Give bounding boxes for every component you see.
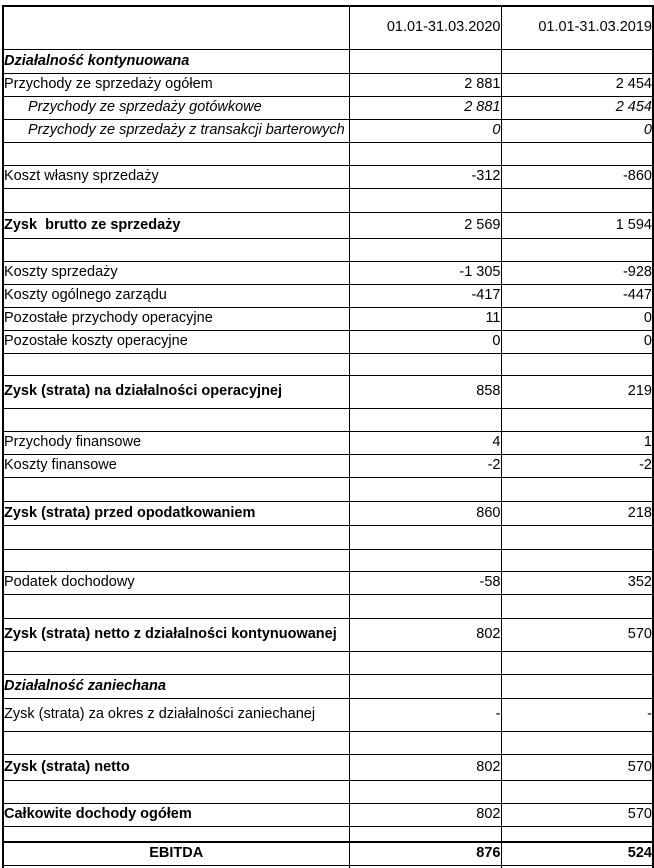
- table-row: [3, 49, 653, 73]
- income-statement-page: [2, 5, 654, 868]
- value-2020: [349, 408, 501, 431]
- value-2020: 4: [349, 431, 501, 454]
- table-row: [3, 525, 653, 549]
- value-2019: 570: [501, 754, 653, 780]
- value-2020: [349, 826, 501, 842]
- value-2019: [501, 549, 653, 571]
- row-label: [3, 238, 349, 261]
- row-label: Zysk (strata) za okres z działalności zaniechanej: [3, 698, 349, 731]
- row-label: Przychody finansowe: [3, 431, 349, 454]
- value-2019: [501, 651, 653, 674]
- table-row: [3, 477, 653, 501]
- value-2020: 802: [349, 754, 501, 780]
- value-2020: 2 569: [349, 212, 501, 238]
- value-2020: [349, 594, 501, 618]
- value-2019: 0: [501, 119, 653, 142]
- table-row: [3, 549, 653, 571]
- row-label: Pozostałe koszty operacyjne: [3, 330, 349, 353]
- table-row: [3, 119, 653, 142]
- row-label: EBITDA: [3, 842, 349, 865]
- value-2019: 0: [501, 330, 653, 353]
- value-2019: [501, 49, 653, 73]
- row-label: [3, 651, 349, 674]
- value-2020: [349, 549, 501, 571]
- value-2019: 524: [501, 842, 653, 865]
- row-label: [3, 408, 349, 431]
- row-label: [3, 780, 349, 803]
- value-2020: [349, 525, 501, 549]
- value-2019: [501, 780, 653, 803]
- table-row: [3, 674, 653, 698]
- table-row: [3, 651, 653, 674]
- income-statement-table: [2, 5, 654, 868]
- value-2020: -58: [349, 571, 501, 594]
- table-row: [3, 431, 653, 454]
- table-row: [3, 731, 653, 754]
- table-row: [3, 284, 653, 307]
- value-2019: -: [501, 698, 653, 731]
- value-2019: -447: [501, 284, 653, 307]
- row-label: Zysk (strata) netto z działalności kontynuowanej: [3, 618, 349, 651]
- row-label: Działalność kontynuowana: [3, 49, 349, 73]
- value-2019: -2: [501, 454, 653, 477]
- table-row: [3, 594, 653, 618]
- value-2020: -417: [349, 284, 501, 307]
- value-2019: [501, 731, 653, 754]
- table-row: [3, 803, 653, 826]
- table-row: [3, 571, 653, 594]
- row-label: Podatek dochodowy: [3, 571, 349, 594]
- row-label: Całkowite dochody ogółem: [3, 803, 349, 826]
- value-2020: -2: [349, 454, 501, 477]
- table-row: [3, 188, 653, 212]
- row-label: Pozostałe przychody operacyjne: [3, 307, 349, 330]
- table-row: [3, 212, 653, 238]
- value-2019: 2 454: [501, 73, 653, 96]
- value-2020: [349, 188, 501, 212]
- value-2020: 860: [349, 501, 501, 525]
- table-row: [3, 142, 653, 165]
- row-label: Koszty sprzedaży: [3, 261, 349, 284]
- row-label: [3, 826, 349, 842]
- value-2019: [501, 188, 653, 212]
- value-2019: 1 594: [501, 212, 653, 238]
- value-2020: 858: [349, 375, 501, 408]
- table-row: [3, 96, 653, 119]
- value-2019: [501, 408, 653, 431]
- value-2020: -: [349, 698, 501, 731]
- value-2019: 219: [501, 375, 653, 408]
- value-2019: [501, 142, 653, 165]
- value-2020: [349, 238, 501, 261]
- table-row: [3, 307, 653, 330]
- table-row: [3, 73, 653, 96]
- row-label: [3, 353, 349, 375]
- value-2020: 802: [349, 618, 501, 651]
- row-label: Koszty ogólnego zarządu: [3, 284, 349, 307]
- table-row: [3, 375, 653, 408]
- value-2020: [349, 731, 501, 754]
- value-2020: 876: [349, 842, 501, 865]
- value-2019: 570: [501, 803, 653, 826]
- col-header-period-2019: 01.01-31.03.2019: [501, 6, 653, 49]
- row-label: Działalność zaniechana: [3, 674, 349, 698]
- row-label: Zysk (strata) na działalności operacyjnej: [3, 375, 349, 408]
- row-label: [3, 142, 349, 165]
- row-label: Koszty finansowe: [3, 454, 349, 477]
- value-2020: [349, 477, 501, 501]
- value-2019: 570: [501, 618, 653, 651]
- table-row: [3, 698, 653, 731]
- value-2019: [501, 477, 653, 501]
- header-row: [3, 6, 653, 49]
- value-2019: [501, 826, 653, 842]
- value-2020: 11: [349, 307, 501, 330]
- value-2020: [349, 651, 501, 674]
- row-label: Zysk (strata) przed opodatkowaniem: [3, 501, 349, 525]
- table-row: [3, 330, 653, 353]
- row-label: [3, 549, 349, 571]
- value-2019: 0: [501, 307, 653, 330]
- value-2020: [349, 353, 501, 375]
- row-label: [3, 188, 349, 212]
- value-2019: 1: [501, 431, 653, 454]
- value-2020: -312: [349, 165, 501, 188]
- value-2020: [349, 142, 501, 165]
- value-2020: -1 305: [349, 261, 501, 284]
- ebitda-row: [3, 842, 653, 865]
- header-corner-cell: [3, 6, 349, 49]
- row-label: [3, 594, 349, 618]
- row-label: Przychody ze sprzedaży gotówkowe: [3, 96, 349, 119]
- value-2020: 0: [349, 119, 501, 142]
- value-2020: [349, 780, 501, 803]
- value-2019: [501, 594, 653, 618]
- table-row: [3, 501, 653, 525]
- row-label: Przychody ze sprzedaży ogółem: [3, 73, 349, 96]
- value-2019: [501, 353, 653, 375]
- value-2020: [349, 49, 501, 73]
- row-label: Zysk (strata) netto: [3, 754, 349, 780]
- table-row: [3, 754, 653, 780]
- col-header-period-2020: 01.01-31.03.2020: [349, 6, 501, 49]
- table-row: [3, 454, 653, 477]
- value-2019: 2 454: [501, 96, 653, 119]
- value-2020: 0: [349, 330, 501, 353]
- value-2019: [501, 674, 653, 698]
- row-label: [3, 731, 349, 754]
- row-label: Koszt własny sprzedaży: [3, 165, 349, 188]
- table-row: [3, 408, 653, 431]
- table-row: [3, 780, 653, 803]
- table-row: [3, 165, 653, 188]
- table-row: [3, 238, 653, 261]
- value-2020: 802: [349, 803, 501, 826]
- value-2019: [501, 238, 653, 261]
- value-2019: 352: [501, 571, 653, 594]
- value-2019: -860: [501, 165, 653, 188]
- table-row: [3, 261, 653, 284]
- value-2020: [349, 674, 501, 698]
- value-2020: 2 881: [349, 96, 501, 119]
- table-row: [3, 618, 653, 651]
- table-row: [3, 826, 653, 842]
- value-2019: [501, 525, 653, 549]
- row-label: Przychody ze sprzedaży z transakcji barterowych: [3, 119, 349, 142]
- row-label: Zysk brutto ze sprzedaży: [3, 212, 349, 238]
- value-2019: -928: [501, 261, 653, 284]
- row-label: [3, 477, 349, 501]
- value-2019: 218: [501, 501, 653, 525]
- table-row: [3, 353, 653, 375]
- row-label: [3, 525, 349, 549]
- value-2020: 2 881: [349, 73, 501, 96]
